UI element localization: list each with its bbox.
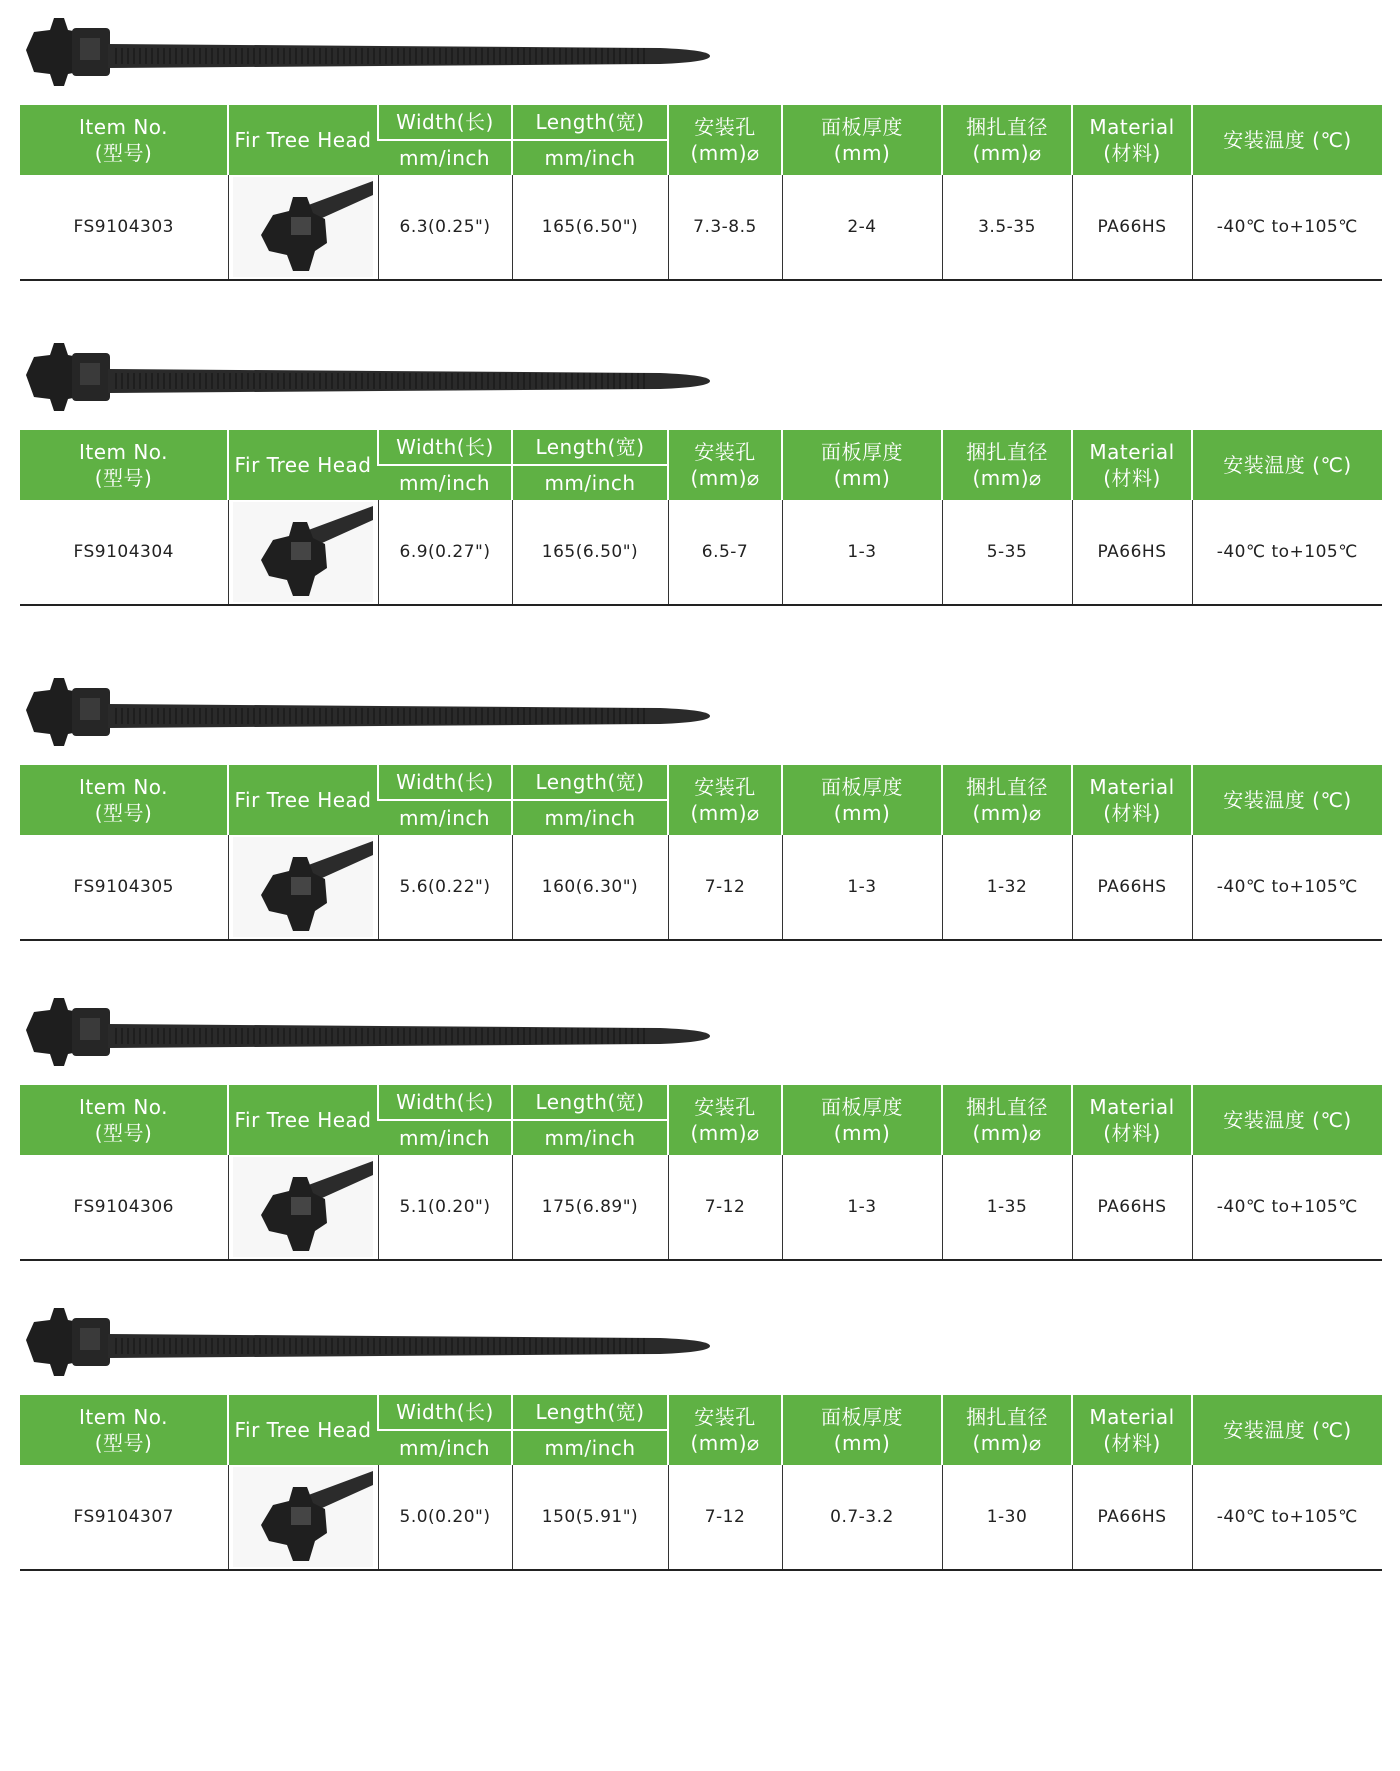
col-fir-tree-head: Fir Tree Head — [228, 105, 378, 175]
bundle-value: 5-35 — [942, 500, 1072, 605]
panel-value: 1-3 — [782, 500, 942, 605]
col-temp: 安装温度 (℃) — [1192, 1395, 1382, 1465]
col-length-unit: mm/inch — [512, 1120, 668, 1155]
temp-value: -40℃ to+105℃ — [1192, 1465, 1382, 1570]
col-bundle: 捆扎直径 (mm)⌀ — [942, 430, 1072, 500]
bundle-value: 1-35 — [942, 1155, 1072, 1260]
col-hole: 安装孔 (mm)⌀ — [668, 765, 782, 835]
col-panel: 面板厚度 (mm) — [782, 765, 942, 835]
material-value: PA66HS — [1072, 835, 1192, 940]
fir-tree-head-icon — [233, 502, 373, 602]
width-value: 6.9(0.27") — [378, 500, 512, 605]
col-length-unit: mm/inch — [512, 465, 668, 500]
item-number: FS9104306 — [20, 1155, 228, 1260]
width-value: 5.1(0.20") — [378, 1155, 512, 1260]
material-value: PA66HS — [1072, 175, 1192, 280]
cable-tie-icon — [20, 670, 810, 754]
cable-tie-icon — [20, 10, 810, 94]
product-photo — [20, 10, 810, 94]
col-material: Material (材料) — [1072, 430, 1192, 500]
col-width: Width(长) — [378, 1085, 512, 1120]
col-panel: 面板厚度 (mm) — [782, 105, 942, 175]
cable-tie-icon — [20, 990, 810, 1074]
spec-table — [20, 765, 1382, 941]
col-bundle: 捆扎直径 (mm)⌀ — [942, 765, 1072, 835]
length-value: 160(6.30") — [512, 835, 668, 940]
fir-tree-head-thumbnail — [228, 1155, 378, 1260]
bundle-value: 1-30 — [942, 1465, 1072, 1570]
col-fir-tree-head: Fir Tree Head — [228, 430, 378, 500]
col-temp: 安装温度 (℃) — [1192, 105, 1382, 175]
col-width: Width(长) — [378, 1395, 512, 1430]
fir-tree-head-icon — [233, 837, 373, 937]
table-row — [20, 1465, 1382, 1570]
fir-tree-head-thumbnail — [228, 835, 378, 940]
hole-value: 6.5-7 — [668, 500, 782, 605]
col-item-no: Item No. (型号) — [20, 1085, 228, 1155]
product-photo — [20, 1300, 810, 1384]
length-value: 165(6.50") — [512, 500, 668, 605]
col-length-unit: mm/inch — [512, 1430, 668, 1465]
col-width: Width(长) — [378, 765, 512, 800]
product-photo — [20, 335, 810, 419]
panel-value: 1-3 — [782, 835, 942, 940]
item-number: FS9104307 — [20, 1465, 228, 1570]
col-item-no: Item No. (型号) — [20, 1395, 228, 1465]
col-material: Material (材料) — [1072, 1085, 1192, 1155]
col-hole: 安装孔 (mm)⌀ — [668, 1085, 782, 1155]
table-row — [20, 175, 1382, 280]
col-material: Material (材料) — [1072, 105, 1192, 175]
spec-table — [20, 1395, 1382, 1571]
hole-value: 7-12 — [668, 1465, 782, 1570]
col-length: Length(宽) — [512, 765, 668, 800]
spec-table — [20, 1085, 1382, 1261]
hole-value: 7.3-8.5 — [668, 175, 782, 280]
width-value: 6.3(0.25") — [378, 175, 512, 280]
temp-value: -40℃ to+105℃ — [1192, 175, 1382, 280]
temp-value: -40℃ to+105℃ — [1192, 1155, 1382, 1260]
material-value: PA66HS — [1072, 500, 1192, 605]
col-hole: 安装孔 (mm)⌀ — [668, 1395, 782, 1465]
col-item-no: Item No. (型号) — [20, 765, 228, 835]
fir-tree-head-icon — [233, 1157, 373, 1257]
material-value: PA66HS — [1072, 1465, 1192, 1570]
panel-value: 0.7-3.2 — [782, 1465, 942, 1570]
col-material: Material (材料) — [1072, 765, 1192, 835]
col-length-unit: mm/inch — [512, 140, 668, 175]
col-hole: 安装孔 (mm)⌀ — [668, 105, 782, 175]
col-panel: 面板厚度 (mm) — [782, 430, 942, 500]
product-photo — [20, 990, 810, 1074]
spec-table — [20, 430, 1382, 606]
col-bundle: 捆扎直径 (mm)⌀ — [942, 1395, 1072, 1465]
fir-tree-head-thumbnail — [228, 500, 378, 605]
item-number: FS9104303 — [20, 175, 228, 280]
col-fir-tree-head: Fir Tree Head — [228, 765, 378, 835]
item-number: FS9104305 — [20, 835, 228, 940]
table-row — [20, 500, 1382, 605]
width-value: 5.0(0.20") — [378, 1465, 512, 1570]
col-fir-tree-head: Fir Tree Head — [228, 1085, 378, 1155]
col-width: Width(长) — [378, 430, 512, 465]
col-length: Length(宽) — [512, 430, 668, 465]
col-temp: 安装温度 (℃) — [1192, 765, 1382, 835]
col-panel: 面板厚度 (mm) — [782, 1085, 942, 1155]
col-length-unit: mm/inch — [512, 800, 668, 835]
col-item-no: Item No. (型号) — [20, 430, 228, 500]
col-width-unit: mm/inch — [378, 140, 512, 175]
col-temp: 安装温度 (℃) — [1192, 1085, 1382, 1155]
fir-tree-head-icon — [233, 1467, 373, 1567]
fir-tree-head-thumbnail — [228, 1465, 378, 1570]
length-value: 150(5.91") — [512, 1465, 668, 1570]
spec-table — [20, 105, 1382, 281]
bundle-value: 3.5-35 — [942, 175, 1072, 280]
hole-value: 7-12 — [668, 835, 782, 940]
table-row — [20, 835, 1382, 940]
col-material: Material (材料) — [1072, 1395, 1192, 1465]
cable-tie-icon — [20, 1300, 810, 1384]
col-width-unit: mm/inch — [378, 465, 512, 500]
col-length: Length(宽) — [512, 1085, 668, 1120]
temp-value: -40℃ to+105℃ — [1192, 835, 1382, 940]
fir-tree-head-icon — [233, 177, 373, 277]
panel-value: 2-4 — [782, 175, 942, 280]
col-length: Length(宽) — [512, 105, 668, 140]
col-bundle: 捆扎直径 (mm)⌀ — [942, 1085, 1072, 1155]
col-bundle: 捆扎直径 (mm)⌀ — [942, 105, 1072, 175]
material-value: PA66HS — [1072, 1155, 1192, 1260]
length-value: 175(6.89") — [512, 1155, 668, 1260]
width-value: 5.6(0.22") — [378, 835, 512, 940]
cable-tie-icon — [20, 335, 810, 419]
item-number: FS9104304 — [20, 500, 228, 605]
product-photo — [20, 670, 810, 754]
col-length: Length(宽) — [512, 1395, 668, 1430]
col-width-unit: mm/inch — [378, 1120, 512, 1155]
col-width: Width(长) — [378, 105, 512, 140]
col-width-unit: mm/inch — [378, 800, 512, 835]
hole-value: 7-12 — [668, 1155, 782, 1260]
col-width-unit: mm/inch — [378, 1430, 512, 1465]
temp-value: -40℃ to+105℃ — [1192, 500, 1382, 605]
col-fir-tree-head: Fir Tree Head — [228, 1395, 378, 1465]
col-item-no: Item No. (型号) — [20, 105, 228, 175]
panel-value: 1-3 — [782, 1155, 942, 1260]
fir-tree-head-thumbnail — [228, 175, 378, 280]
col-hole: 安装孔 (mm)⌀ — [668, 430, 782, 500]
col-panel: 面板厚度 (mm) — [782, 1395, 942, 1465]
bundle-value: 1-32 — [942, 835, 1072, 940]
table-row — [20, 1155, 1382, 1260]
col-temp: 安装温度 (℃) — [1192, 430, 1382, 500]
length-value: 165(6.50") — [512, 175, 668, 280]
